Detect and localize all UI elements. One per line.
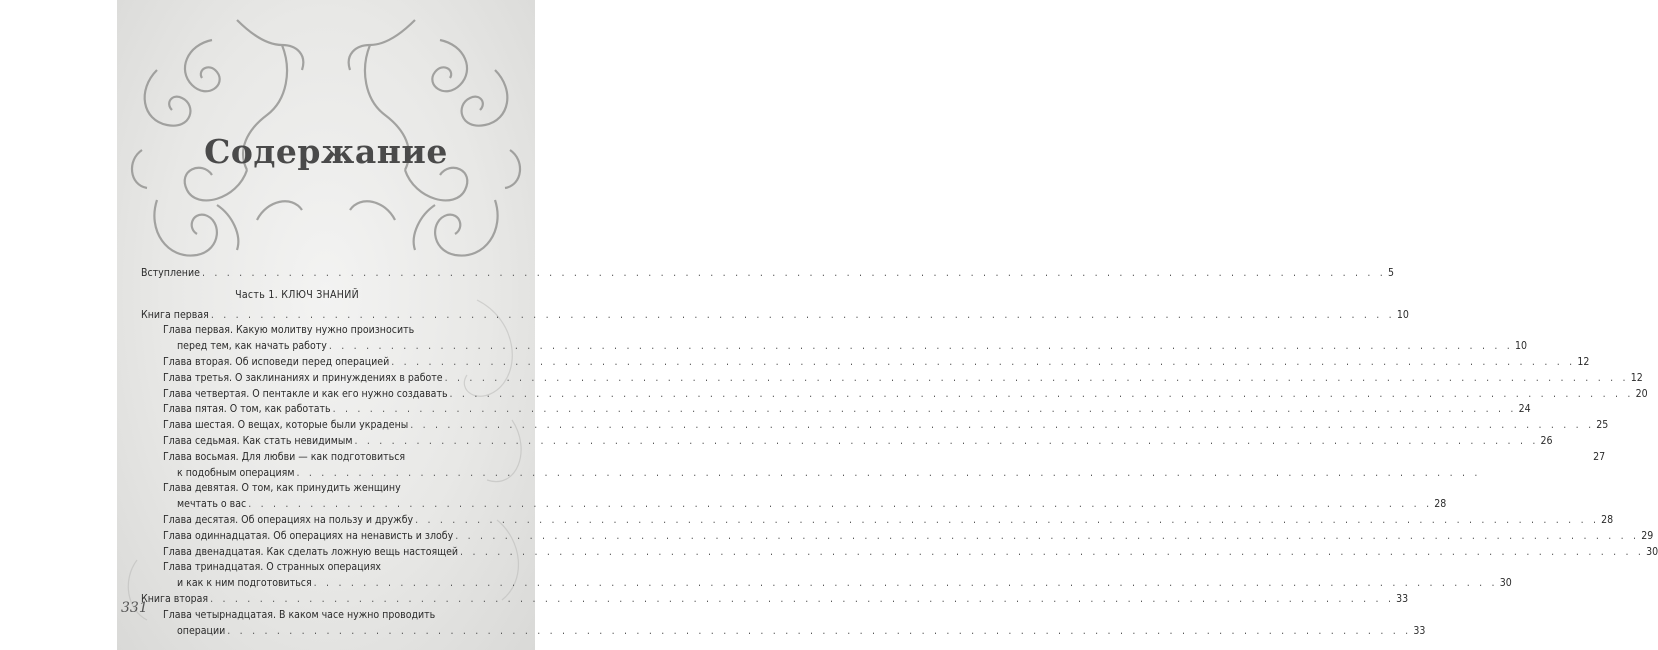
toc-entry-title: к подобным операциям bbox=[177, 466, 295, 479]
toc-entry-ch3[interactable] bbox=[141, 371, 1643, 387]
dot-leader bbox=[329, 339, 1513, 355]
toc-page-number: 29 bbox=[1641, 529, 1654, 542]
toc-entry-ch7[interactable] bbox=[141, 434, 1553, 450]
toc-entry-ch4[interactable] bbox=[141, 387, 1648, 403]
toc-entry-title: Глава восьмая. Для любви — как подготовиться bbox=[163, 450, 406, 463]
dot-leader bbox=[210, 592, 1394, 608]
page-folio-number: 331 bbox=[121, 600, 148, 616]
toc-entry-ch9[interactable] bbox=[141, 497, 1447, 513]
toc-page-number: 27 bbox=[1593, 450, 1606, 463]
toc-page-number: 30 bbox=[1646, 545, 1658, 558]
toc-entry-title: Книга вторая bbox=[141, 592, 209, 605]
toc-entry-title: и как к ним подготовиться bbox=[177, 577, 312, 590]
dot-leader bbox=[410, 418, 1594, 434]
dot-leader bbox=[314, 576, 1498, 592]
toc-entry-title: операции bbox=[177, 624, 226, 637]
dot-leader bbox=[227, 624, 1411, 640]
book-page bbox=[117, 0, 1658, 650]
table-of-contents bbox=[141, 266, 1658, 639]
toc-entry-title: Глава пятая. О том, как работать bbox=[163, 403, 331, 416]
toc-page-number: 12 bbox=[1577, 355, 1590, 368]
toc-entry-ch9-line1[interactable]: Глава девятая. О том, как принудить женщину bbox=[163, 482, 401, 495]
toc-entry-title: Глава седьмая. Как стать невидимым bbox=[163, 434, 353, 447]
dot-leader bbox=[354, 434, 1538, 450]
toc-page-number: 5 bbox=[1388, 267, 1395, 279]
toc-entry-book1[interactable] bbox=[141, 308, 1409, 324]
toc-page-number: 10 bbox=[1514, 340, 1527, 353]
toc-page-number: 30 bbox=[1499, 577, 1512, 590]
toc-entry-title: Глава десятая. Об операциях на пользу и дружбу bbox=[163, 513, 414, 526]
toc-entry-title: мечтать о вас bbox=[177, 498, 247, 511]
toc-page-number: 12 bbox=[1630, 371, 1643, 384]
toc-entry-ch1-line1[interactable]: Глава первая. Какую молитву нужно произносить bbox=[163, 324, 415, 337]
toc-page-number: 33 bbox=[1413, 624, 1426, 637]
page-title: Содержание bbox=[204, 132, 448, 171]
dot-leader bbox=[415, 513, 1599, 529]
toc-entry-title: Глава двенадцатая. Как сделать ложную вещь настоящей bbox=[163, 545, 459, 558]
toc-entry-ch2[interactable] bbox=[141, 355, 1590, 371]
dot-leader bbox=[202, 266, 1386, 282]
toc-entry-ch14[interactable] bbox=[141, 624, 1426, 640]
toc-entry-ch8-line1[interactable] bbox=[141, 450, 1606, 466]
toc-page-number: 25 bbox=[1596, 419, 1609, 432]
toc-entry-ch11[interactable] bbox=[141, 529, 1654, 545]
dot-leader bbox=[248, 497, 1432, 513]
toc-entry-intro[interactable] bbox=[141, 266, 1395, 282]
dot-leader bbox=[211, 308, 1395, 324]
toc-entry-title: Книга первая bbox=[141, 308, 209, 321]
toc-entry-title: Глава третья. О заклинаниях и принуждениях в работе bbox=[163, 371, 443, 384]
toc-entry-ch1[interactable] bbox=[141, 339, 1527, 355]
toc-page-number: 24 bbox=[1518, 403, 1531, 416]
toc-entry-title: Вступление bbox=[141, 267, 200, 279]
toc-entry-title: перед тем, как начать работу bbox=[177, 340, 327, 353]
toc-entry-ch5[interactable] bbox=[141, 402, 1531, 418]
dot-leader bbox=[297, 466, 1481, 482]
toc-entry-ch6[interactable] bbox=[141, 418, 1609, 434]
toc-entry-title: Глава вторая. Об исповеди перед операцией bbox=[163, 355, 390, 368]
toc-entry-book2[interactable] bbox=[141, 592, 1409, 608]
toc-page-number: 33 bbox=[1396, 592, 1409, 605]
toc-page-number: 26 bbox=[1540, 434, 1553, 447]
toc-entry-title: Глава одиннадцатая. Об операциях на ненависть и злобу bbox=[163, 529, 454, 542]
toc-page-number: 28 bbox=[1434, 498, 1447, 511]
toc-entry-ch10[interactable] bbox=[141, 513, 1614, 529]
toc-page-number: 20 bbox=[1635, 387, 1648, 400]
toc-entry-ch13-line1[interactable]: Глава тринадцатая. О странных операциях bbox=[163, 561, 381, 574]
toc-entry-ch13[interactable] bbox=[141, 576, 1512, 592]
part-heading: Часть 1. КЛЮЧ ЗНАНИЙ bbox=[235, 288, 359, 301]
toc-entry-ch12[interactable] bbox=[141, 545, 1658, 561]
dot-leader bbox=[450, 387, 1634, 403]
toc-entry-ch14-line1[interactable]: Глава четырнадцатая. В каком часе нужно проводить bbox=[163, 608, 436, 621]
toc-entry-title: Глава шестая. О вещах, которые были украдены bbox=[163, 419, 409, 432]
dot-leader bbox=[391, 355, 1575, 371]
dot-leader bbox=[445, 371, 1629, 387]
dot-leader bbox=[460, 545, 1644, 561]
dot-leader bbox=[333, 402, 1517, 418]
toc-page-number: 10 bbox=[1396, 308, 1409, 321]
toc-entry-title: Глава четвертая. О пентакле и как его нужно создавать bbox=[163, 387, 448, 400]
toc-page-number: 28 bbox=[1601, 513, 1614, 526]
toc-entry-ch8[interactable] bbox=[141, 466, 453, 482]
dot-leader bbox=[455, 529, 1639, 545]
